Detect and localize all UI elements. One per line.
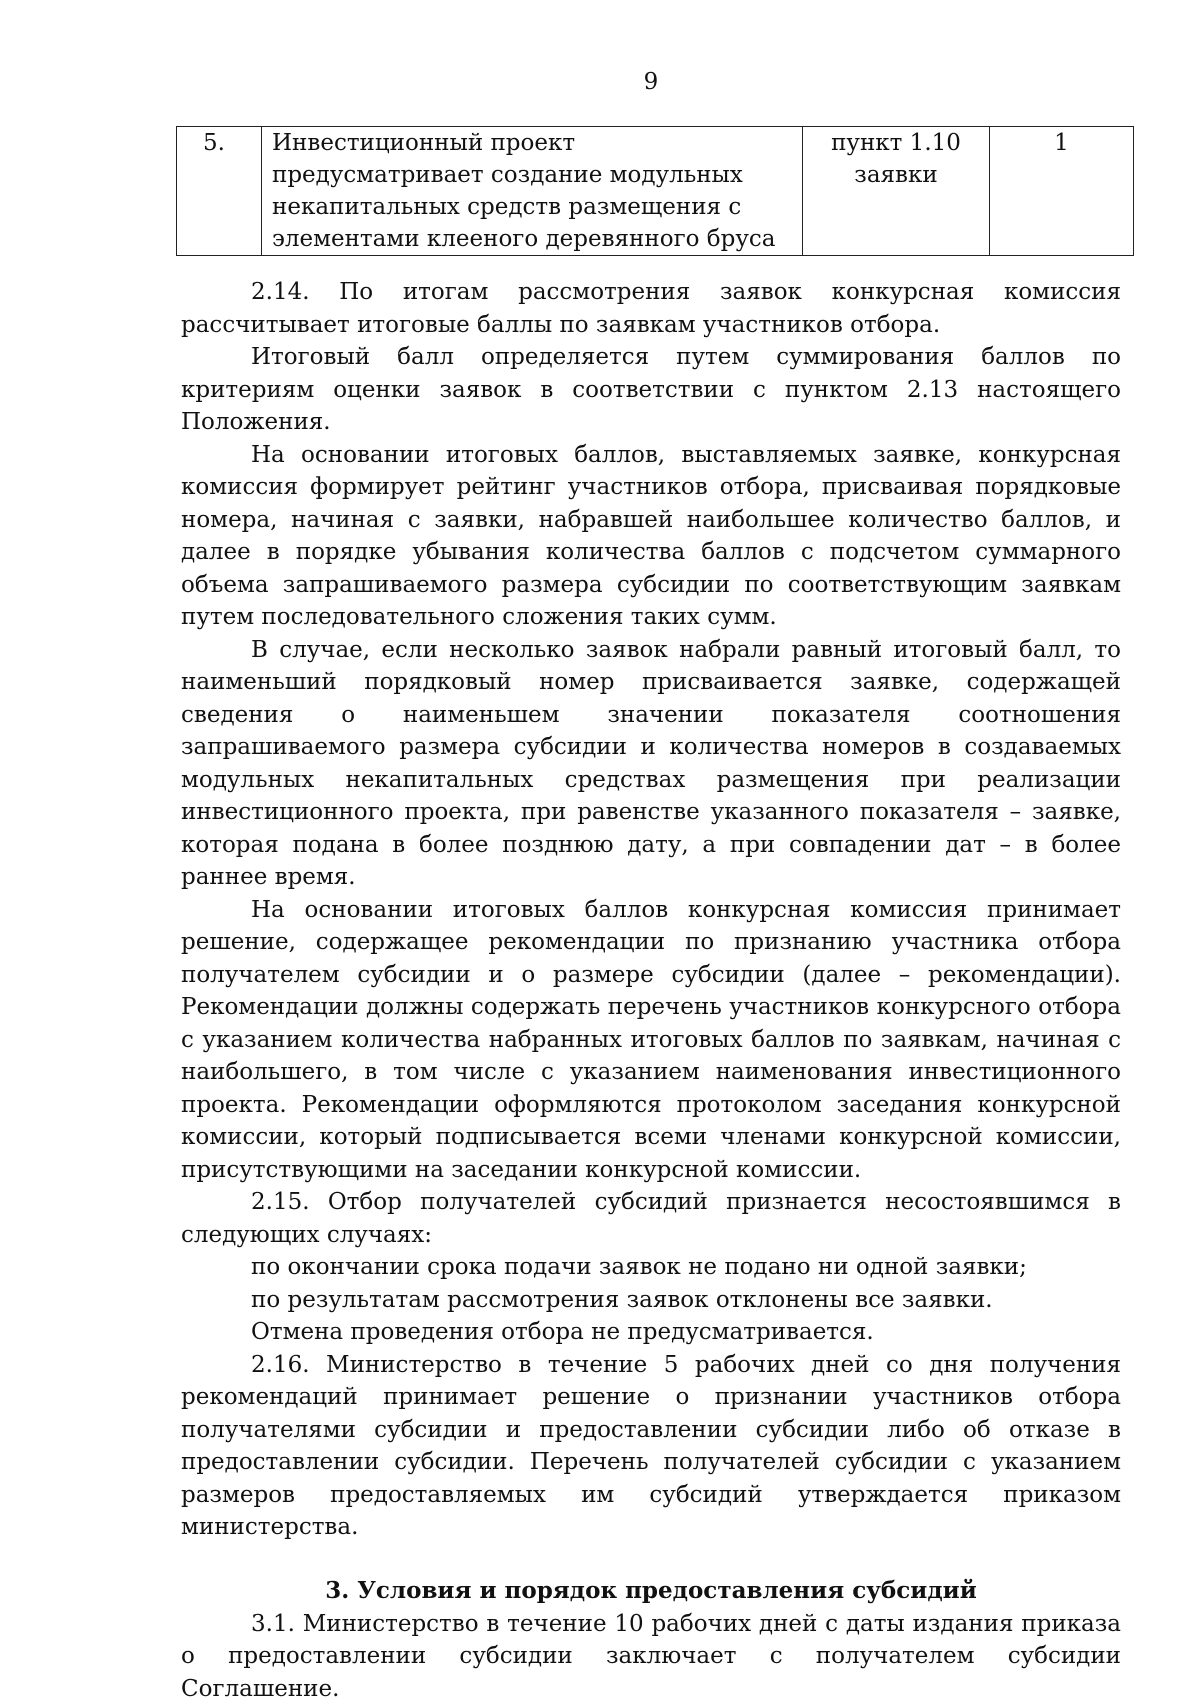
criterion-reference: пункт 1.10 заявки — [803, 127, 990, 256]
paragraph-3-1: 3.1. Министерство в течение 10 рабочих дней с даты издания приказа о предоставлении субсидии заключает с получателем субсидии Соглашение. — [181, 1608, 1121, 1705]
paragraph: На основании итоговых баллов конкурсная комиссия принимает решение, содержащее рекомендации по признанию участника отбора получателем субсидии и о размере субсидии (далее – рекомендации). Рекомендации должны содержать перечень участников конкурсного отбора с указанием количества набранных итоговых баллов по заявкам, начиная с наибольшего, в том числе с указанием наименования инвестиционного проекта. Рекомендации оформляются протоколом заседания конкурсной комиссии, который подписывается всеми членами конкурсной комиссии, присутствующими на заседании конкурсной комиссии. — [181, 894, 1121, 1187]
list-item: по окончании срока подачи заявок не подано ни одной заявки; — [181, 1251, 1121, 1284]
page-number: 9 — [181, 69, 1121, 95]
paragraph: Итоговый балл определяется путем суммирования баллов по критериям оценки заявок в соответствии с пунктом 2.13 настоящего Положения. — [181, 341, 1121, 439]
criteria-table — [176, 126, 1134, 256]
row-number: 5. — [177, 127, 262, 256]
paragraph: На основании итоговых баллов, выставляемых заявке, конкурсная комиссия формирует рейтинг участников отбора, присваивая порядковые номера, начиная с заявки, набравшей наибольшее количество баллов, и далее в порядке убывания количества баллов с подсчетом суммарного объема запрашиваемого размера субсидии по соответствующим заявкам путем последовательного сложения таких сумм. — [181, 439, 1121, 634]
criterion-score: 1 — [990, 127, 1134, 256]
section-heading: 3. Условия и порядок предоставления субсидий — [181, 1574, 1121, 1608]
paragraph-2-14: 2.14. По итогам рассмотрения заявок конкурсная комиссия рассчитывает итоговые баллы по заявкам участников отбора. — [181, 276, 1121, 341]
list-item: по результатам рассмотрения заявок отклонены все заявки. — [181, 1284, 1121, 1317]
criterion-text: Инвестиционный проект предусматривает создание модульных некапитальных средств размещения с элементами клееного деревянного бруса — [262, 127, 803, 256]
document-body — [181, 276, 1121, 1705]
paragraph-2-15: 2.15. Отбор получателей субсидий признается несостоявшимся в следующих случаях: — [181, 1186, 1121, 1251]
paragraph-2-16: 2.16. Министерство в течение 5 рабочих дней со дня получения рекомендаций принимает решение о признании участников отбора получателями субсидии и предоставлении субсидии либо об отказе в предоставлении субсидии. Перечень получателей субсидии с указанием размеров предоставляемых им субсидий утверждается приказом министерства. — [181, 1349, 1121, 1544]
table-row — [177, 127, 1134, 256]
paragraph: В случае, если несколько заявок набрали равный итоговый балл, то наименьший порядковый номер присваивается заявке, содержащей сведения о наименьшем значении показателя соотношения запрашиваемого размера субсидии и количества номеров в создаваемых модульных некапитальных средствах размещения при реализации инвестиционного проекта, при равенстве указанного показателя – заявке, которая подана в более позднюю дату, а при совпадении дат – в более раннее время. — [181, 634, 1121, 894]
paragraph: Отмена проведения отбора не предусматривается. — [181, 1316, 1121, 1349]
